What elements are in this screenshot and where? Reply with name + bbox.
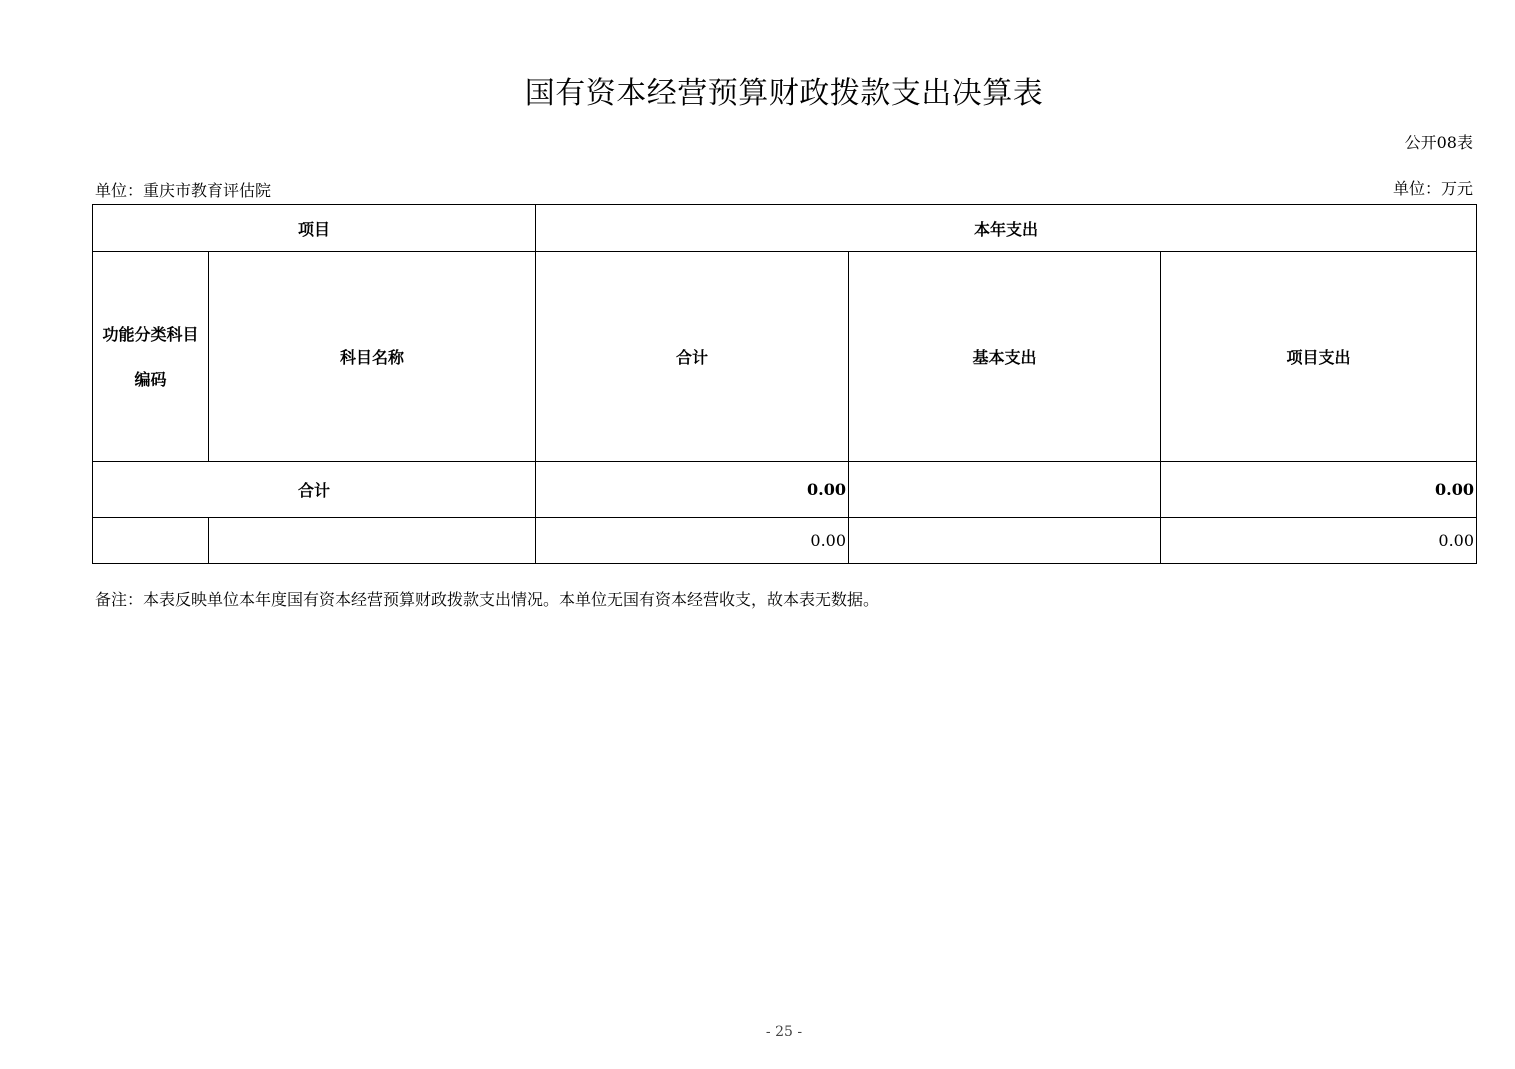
unit-currency: 单位：万元: [1392, 179, 1473, 198]
row-basic: [849, 518, 1161, 564]
table-row: [93, 518, 1477, 564]
row-project: 0.00: [1161, 518, 1477, 564]
header-function-code-line2: 编码: [134, 369, 167, 389]
row-total: 0.00: [536, 518, 849, 564]
row-code: [93, 518, 209, 564]
footnote: 备注：本表反映单位本年度国有资本经营预算财政拨款支出情况。本单位无国有资本经营收支，故本表无数据。: [95, 590, 880, 609]
total-project: 0.00: [1161, 462, 1477, 518]
form-number: 公开08表: [1404, 133, 1473, 152]
expenditure-table: [92, 204, 1477, 564]
total-basic: [849, 462, 1161, 518]
total-label: 合计: [93, 462, 536, 518]
header-project-expense: 项目支出: [1161, 252, 1477, 462]
header-item: 项目: [93, 205, 536, 252]
header-year-expense: 本年支出: [536, 205, 1477, 252]
page-title: 国有资本经营预算财政拨款支出决算表: [524, 76, 1044, 111]
header-subject-name: 科目名称: [209, 252, 536, 462]
header-total: 合计: [536, 252, 849, 462]
header-row-1: [93, 205, 1477, 252]
total-row: [93, 462, 1477, 518]
header-function-code-line1: 功能分类科目: [102, 324, 199, 344]
header-basic-expense: 基本支出: [849, 252, 1161, 462]
unit-organization: 单位：重庆市教育评估院: [95, 181, 272, 200]
total-sum: 0.00: [536, 462, 849, 518]
header-function-code: [93, 252, 209, 462]
header-row-2: [93, 252, 1477, 462]
page-number: - 25 -: [765, 1024, 803, 1040]
row-name: [209, 518, 536, 564]
